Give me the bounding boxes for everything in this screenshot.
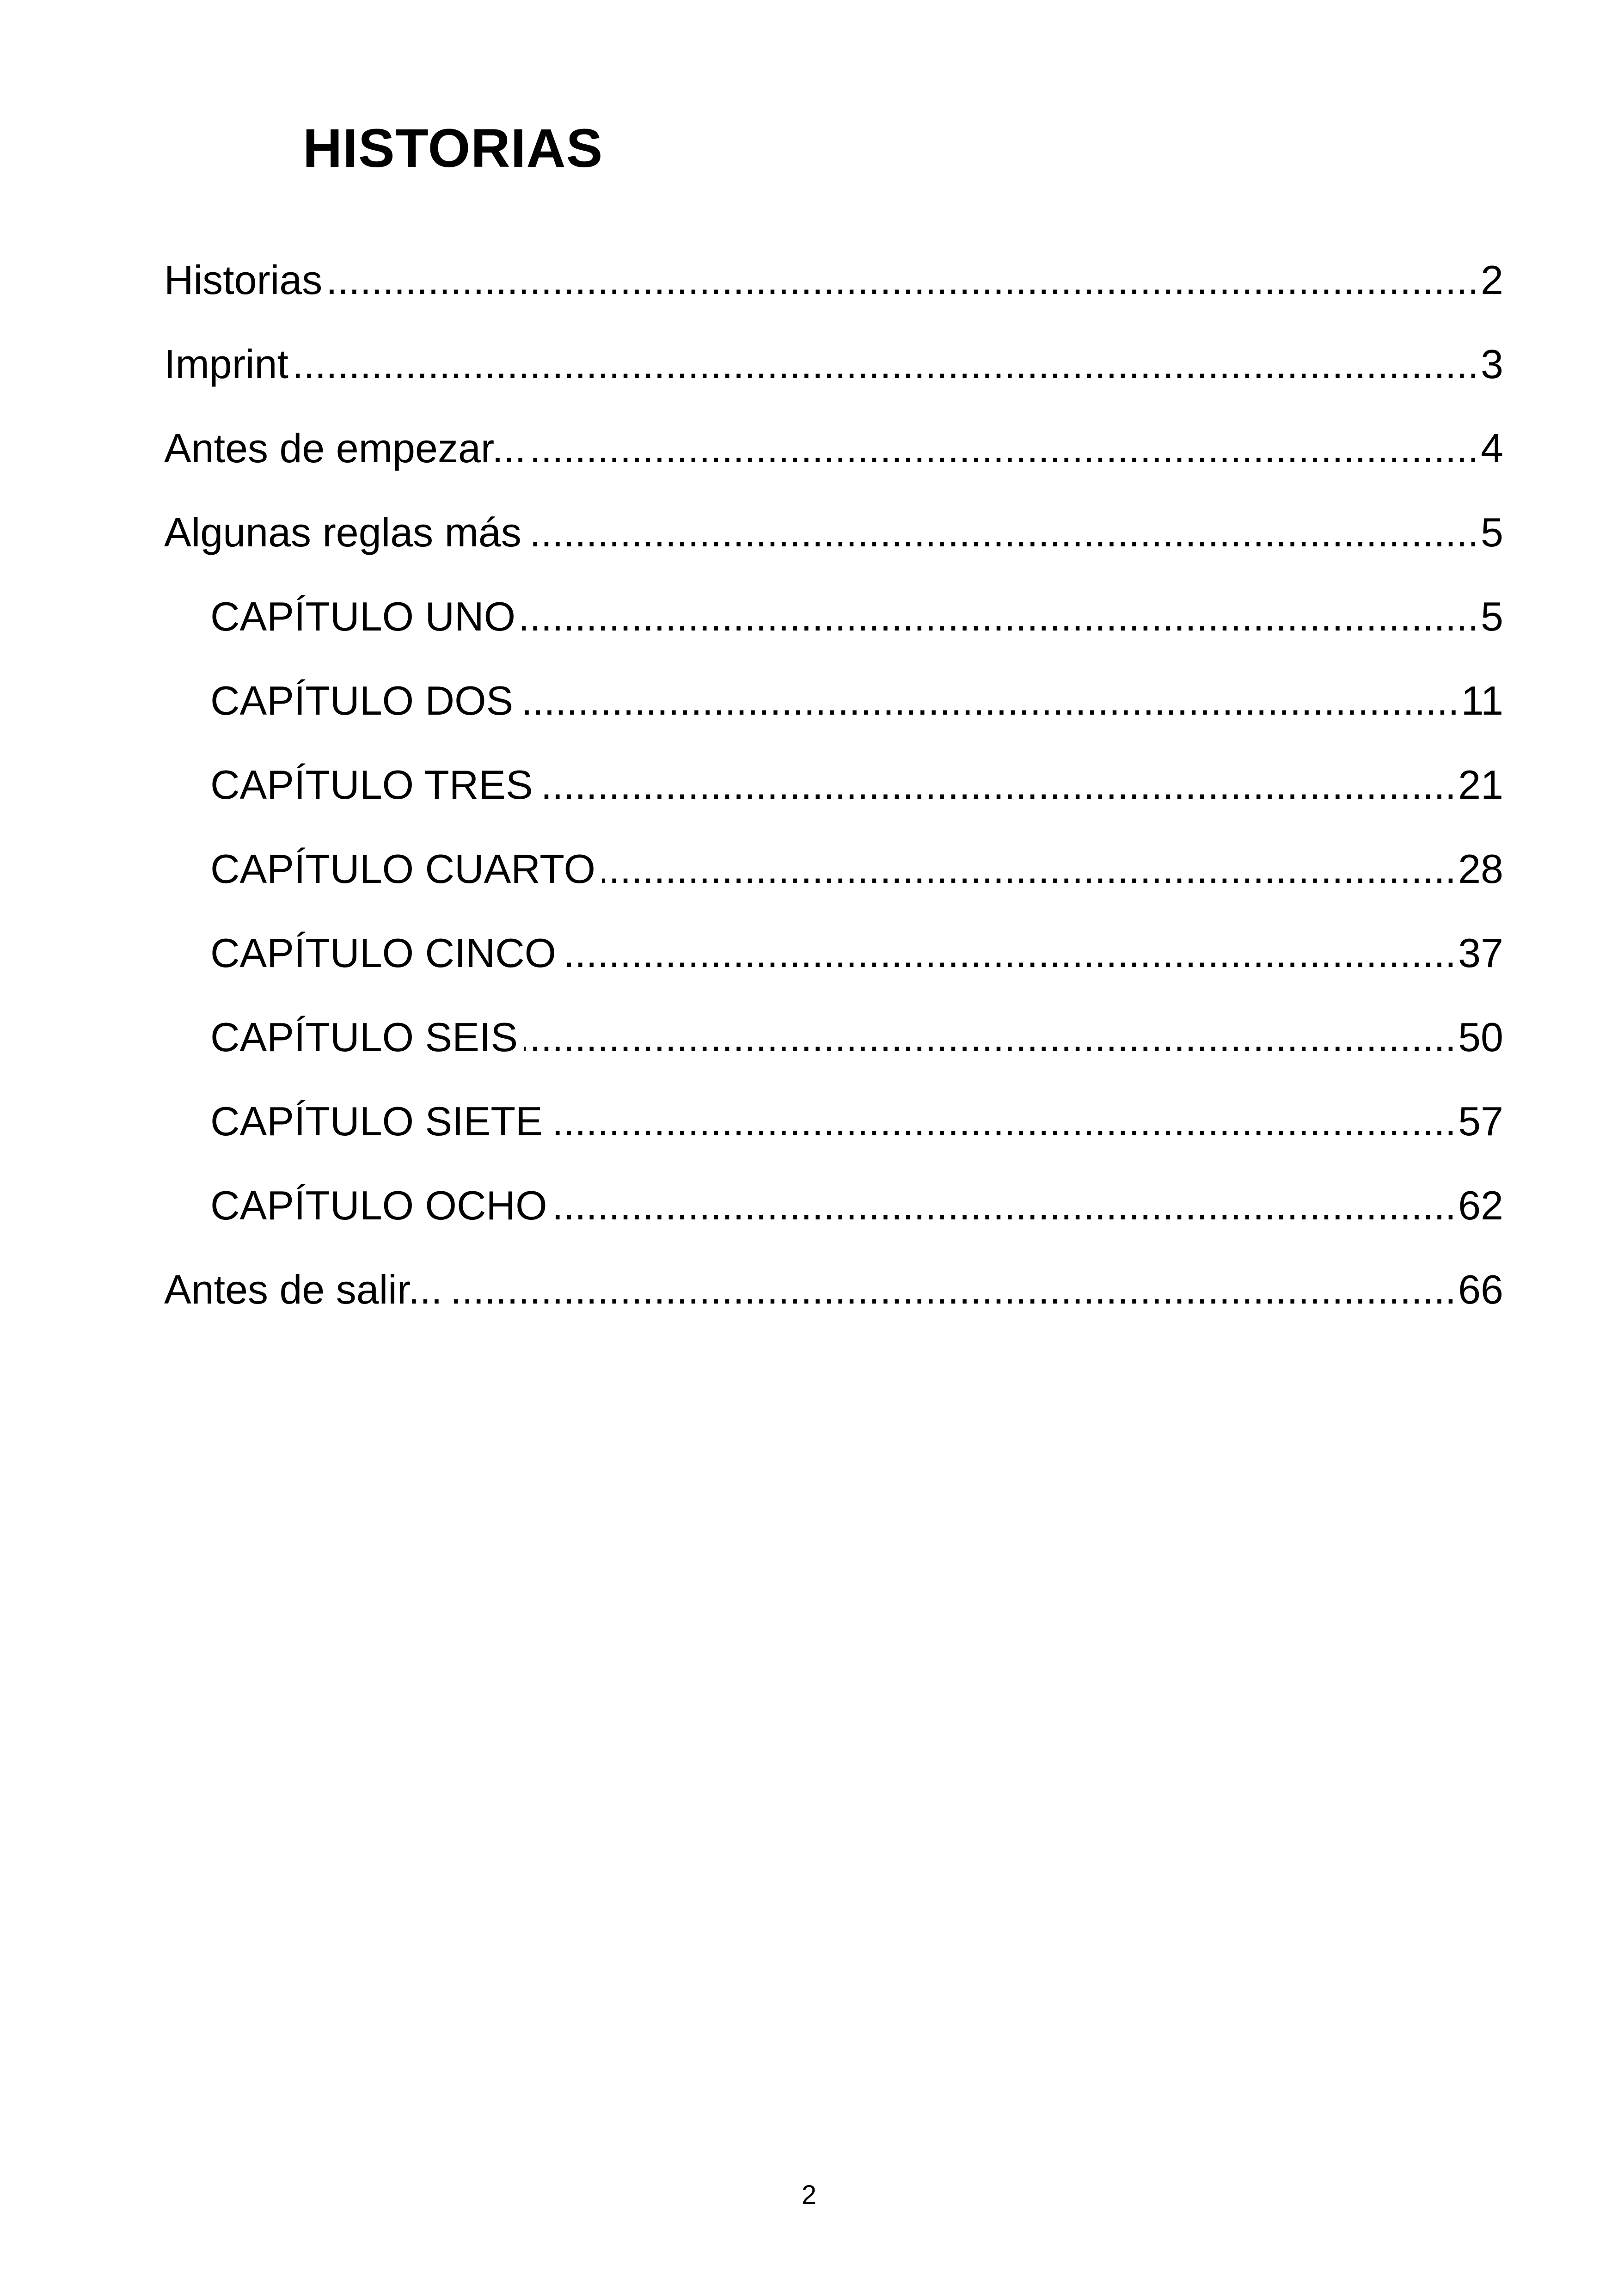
toc-dot-leader <box>520 680 1459 721</box>
toc-entry-page: 5 <box>1481 594 1503 639</box>
toc-entry-label: Antes de salir... <box>164 1267 442 1312</box>
toc-entry-capitulo-dos[interactable] <box>210 666 1503 721</box>
toc-entry-label: Antes de empezar... <box>164 425 526 471</box>
toc-dot-leader <box>539 765 1456 805</box>
toc-dot-leader <box>602 849 1456 889</box>
toc-entry-antes-de-empezar[interactable] <box>164 413 1503 469</box>
toc-entry-capitulo-cuarto[interactable] <box>210 834 1503 892</box>
toc-entry-label: CAPÍTULO OCHO <box>210 1182 547 1228</box>
toc-entry-capitulo-ocho[interactable] <box>210 1170 1503 1226</box>
toc-entry-label: CAPÍTULO SIETE <box>210 1098 543 1144</box>
toc-dot-leader <box>524 1017 1456 1058</box>
toc-entry-page: 5 <box>1481 509 1503 555</box>
toc-entry-page: 21 <box>1458 762 1503 808</box>
toc-dot-leader <box>295 344 1479 385</box>
toc-entry-page: 66 <box>1458 1267 1503 1312</box>
toc-entry-algunas-reglas-mas[interactable] <box>164 497 1503 553</box>
toc-dot-leader <box>554 1185 1457 1226</box>
toc-dot-leader <box>449 1269 1456 1310</box>
toc-entry-antes-de-salir[interactable] <box>164 1255 1503 1310</box>
page-title: HISTORIAS <box>303 118 603 179</box>
toc-dot-leader <box>329 260 1479 300</box>
toc-entry-capitulo-tres[interactable] <box>210 750 1503 808</box>
toc-entry-capitulo-uno[interactable] <box>210 582 1503 637</box>
toc-entry-label: CAPÍTULO CINCO <box>210 930 557 976</box>
toc-entry-page: 11 <box>1461 678 1503 723</box>
toc-dot-leader <box>549 1101 1456 1142</box>
toc-dot-leader <box>563 933 1456 974</box>
page-number: 2 <box>801 2180 817 2210</box>
toc-entry-label: CAPÍTULO CUARTO <box>210 846 595 892</box>
toc-entry-label: Imprint <box>164 341 288 387</box>
toc-entry-label: Historias <box>164 257 323 303</box>
toc-entry-page: 37 <box>1458 930 1503 976</box>
toc-entry-page: 50 <box>1458 1014 1503 1060</box>
toc-entry-label: CAPÍTULO DOS <box>210 678 514 723</box>
toc-entry-page: 28 <box>1458 846 1503 892</box>
toc-entry-historias[interactable] <box>164 245 1503 303</box>
toc-dot-leader <box>522 596 1479 637</box>
toc-entry-page: 3 <box>1481 341 1503 387</box>
toc-dot-leader <box>528 512 1479 553</box>
toc-entry-label: CAPÍTULO UNO <box>210 594 516 639</box>
toc-entry-label: CAPÍTULO TRES <box>210 762 533 808</box>
toc-entry-page: 2 <box>1481 257 1503 303</box>
toc-dot-leader <box>533 428 1479 469</box>
toc-entry-capitulo-seis[interactable] <box>210 1002 1503 1058</box>
toc-entry-page: 4 <box>1481 425 1503 471</box>
toc-entry-label: CAPÍTULO SEIS <box>210 1014 518 1060</box>
toc-entry-capitulo-cinco[interactable] <box>210 918 1503 974</box>
toc-entry-imprint[interactable] <box>164 329 1503 385</box>
toc-entry-label: Algunas reglas más <box>164 509 521 555</box>
toc-entry-capitulo-siete[interactable] <box>210 1086 1503 1142</box>
toc-entry-page: 57 <box>1458 1098 1503 1144</box>
toc-entry-page: 62 <box>1458 1182 1503 1228</box>
